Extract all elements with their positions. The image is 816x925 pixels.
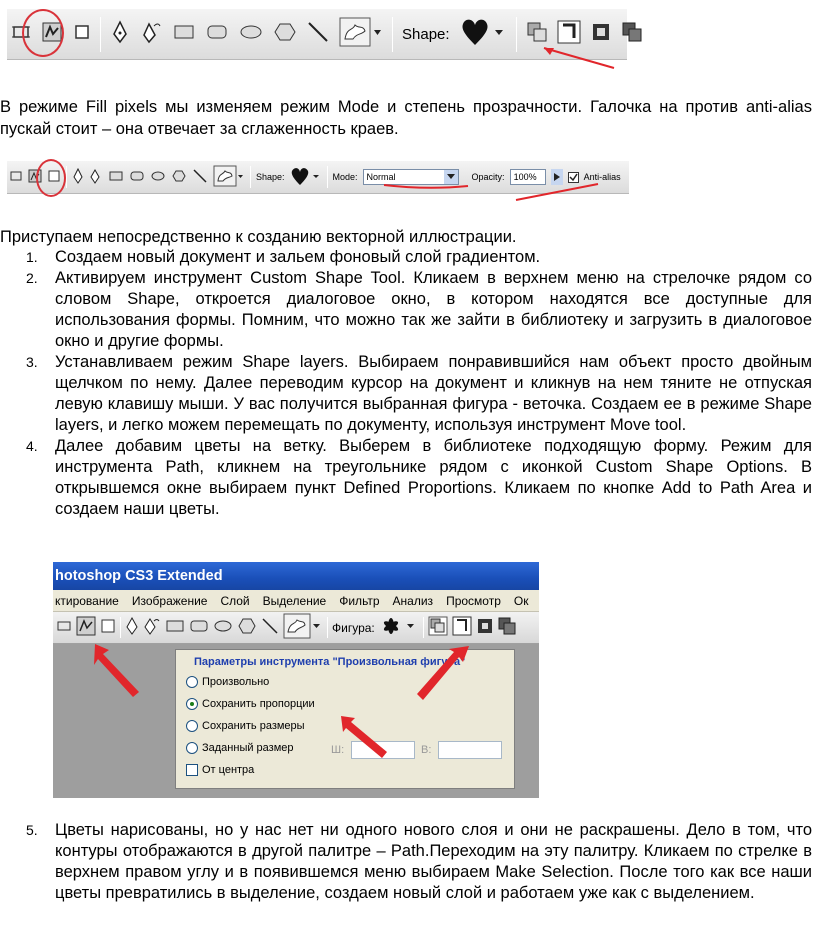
ps-menu-item[interactable]: Анализ — [392, 594, 434, 608]
annotation-arrow — [540, 44, 620, 72]
separator — [250, 166, 251, 188]
rounded-rectangle-icon[interactable] — [189, 618, 209, 637]
freeform-pen-icon[interactable] — [143, 616, 161, 639]
highlight-circle — [36, 159, 66, 197]
dialog-title: Параметры инструмента "Произвольная фигура" — [194, 656, 466, 668]
shape-label: Shape: — [402, 25, 450, 43]
ellipse-icon[interactable] — [213, 618, 233, 637]
annotation-arrow — [413, 642, 473, 706]
ps-shape-label: Фигура: — [332, 620, 375, 635]
flower-shape-icon[interactable] — [379, 614, 419, 641]
separator — [327, 166, 328, 188]
list-item-text: Устанавливаем режим Shape layers. Выбираем понравившийся нам объект просто двойным щелчком по нему. Далее переводим курсор на документ и кликнув на нем тяните не отпуская левую клавишу мыши. У вас получится выбранная фигура - веточка. Создаем ее в режиме Shape layers, и легко можем перемещать по документу, используя инструмент Move tool. — [55, 353, 812, 434]
ps-menu-item[interactable]: Фильтр — [339, 594, 380, 608]
freeform-pen-icon[interactable] — [89, 168, 103, 186]
shape-label: Shape: — [256, 172, 285, 182]
add-to-shape-area-icon[interactable] — [452, 616, 472, 639]
list-item-text: Далее добавим цветы на ветку. Выберем в библиотеке подходящую форму. Режим для инструмента Path, кликнем на треугольнике рядом с иконкой Custom Shape Options. В открывшемся окне выбираем пункт Defined Proportions. Кликаем по кнопке Add to Path Area и создаем наши цветы. — [55, 437, 812, 518]
rounded-rectangle-icon[interactable] — [205, 22, 229, 47]
annotation-underline-mode — [382, 183, 472, 193]
intersect-shape-area-icon[interactable] — [621, 21, 643, 48]
list-number: 3. — [26, 354, 38, 370]
option-label: Заданный размер — [202, 742, 294, 754]
steps-list-b — [0, 820, 812, 904]
toolbar-shape-tools-1 — [7, 8, 627, 60]
option-defined-proportions[interactable] — [186, 698, 315, 710]
intro-text: Приступаем непосредственно к созданию векторной иллюстрации. — [0, 228, 517, 246]
radio-button[interactable] — [186, 742, 198, 754]
list-item — [0, 352, 812, 436]
polygon-icon[interactable] — [237, 617, 257, 638]
highlight-circle — [22, 9, 64, 57]
paragraph-fill-pixels: В режиме Fill pixels мы изменяем режим Mode и степень прозрачности. Галочка на против anti-alias пускай стоит – она отвечает за сглаженность краев. — [0, 98, 812, 138]
pen-tool-icon[interactable] — [72, 168, 84, 186]
radio-button[interactable] — [186, 676, 198, 688]
ps-menu-item[interactable]: Слой — [220, 594, 250, 608]
shape-layers-icon[interactable] — [76, 616, 96, 639]
list-item — [0, 436, 812, 520]
list-item — [0, 268, 812, 352]
list-item-text: Цветы нарисованы, но у нас нет ни одного нового слоя и они не раскрашены. Дело в том, что контуры отображаются в другой палитре – Path.Переходим на эту палитру. Кликаем по стрелке в верхнем правом углу и в появившемся меню выбираем Make Selection. После того как все наши цветы превратились в выделение, создаем новый слой и работаем уже как с выделением. — [55, 821, 812, 902]
mode-value: Normal — [366, 172, 396, 182]
ps-menu-item[interactable]: Изображение — [131, 594, 208, 608]
rectangle-marquee-icon[interactable] — [9, 169, 23, 185]
chevron-down-icon — [444, 170, 458, 184]
separator — [66, 166, 67, 188]
steps-list-a — [0, 247, 812, 520]
annotation-arrow — [337, 712, 393, 762]
pen-tool-icon[interactable] — [110, 20, 130, 49]
list-number: 1. — [26, 249, 38, 265]
opacity-input[interactable]: 100% — [510, 169, 546, 185]
radio-button[interactable] — [186, 720, 198, 732]
annotation-arrow — [91, 640, 147, 700]
intersect-shape-area-icon[interactable] — [498, 617, 516, 638]
separator — [327, 617, 328, 639]
option-label: Произвольно — [202, 676, 270, 688]
checkbox[interactable] — [186, 764, 198, 776]
list-item — [0, 820, 812, 904]
line-icon[interactable] — [306, 20, 330, 49]
list-item-text: Создаем новый документ и зальем фоновый слой градиентом. — [55, 248, 541, 266]
separator — [423, 617, 424, 639]
option-from-center[interactable] — [186, 764, 254, 776]
freeform-pen-icon[interactable] — [139, 20, 163, 49]
antialias-label: Anti-alias — [583, 172, 621, 182]
rectangle-shape-icon[interactable] — [165, 618, 185, 637]
list-item — [0, 247, 812, 268]
line-icon[interactable] — [261, 617, 279, 638]
rectangle-shape-icon[interactable] — [172, 22, 196, 47]
height-label: В: — [421, 744, 432, 756]
separator — [392, 17, 393, 52]
rounded-rectangle-icon[interactable] — [129, 169, 145, 185]
fill-pixels-icon[interactable] — [73, 23, 91, 46]
create-new-shape-layer-icon[interactable] — [428, 616, 448, 639]
ps-title-bar: hotoshop CS3 Extended — [53, 562, 539, 590]
ps-menu-item[interactable]: ктирование — [55, 594, 119, 608]
annotation-arrow — [512, 180, 602, 204]
rectangle-shape-icon[interactable] — [108, 169, 124, 185]
option-defined-size[interactable] — [186, 720, 305, 732]
custom-shape-dropdown-icon[interactable] — [339, 17, 383, 52]
opacity-label: Opacity: — [471, 172, 505, 182]
separator — [120, 617, 121, 639]
option-fixed-size[interactable] — [186, 742, 294, 754]
rectangle-marquee-icon[interactable] — [56, 618, 72, 637]
mode-label: Mode: — [332, 172, 358, 182]
height-field[interactable] — [438, 741, 502, 759]
checkbox-label: От центра — [202, 764, 255, 776]
ps-menu-bar — [53, 590, 539, 612]
separator — [100, 17, 101, 52]
list-number: 4. — [26, 438, 38, 454]
line-icon[interactable] — [192, 168, 208, 186]
custom-shape-dropdown-icon[interactable] — [213, 165, 245, 189]
option-unconstrained[interactable] — [186, 676, 269, 688]
ellipse-icon[interactable] — [150, 169, 166, 185]
pen-tool-icon[interactable] — [125, 616, 139, 639]
heart-shape-icon[interactable] — [459, 15, 507, 54]
list-number: 2. — [26, 270, 38, 286]
polygon-icon[interactable] — [273, 21, 297, 48]
fill-pixels-icon[interactable] — [100, 618, 116, 637]
option-label: Сохранить размеры — [202, 720, 305, 732]
separator — [516, 17, 517, 52]
custom-shape-dropdown-icon[interactable] — [283, 613, 323, 642]
photoshop-screenshot — [53, 562, 539, 798]
ps-menu-item[interactable]: Просмотр — [446, 594, 501, 608]
list-item-text: Активируем инструмент Custom Shape Tool. Кликаем в верхнем меню на стрелочке рядом со словом Shape, откроется диалоговое окно, в котором находятся все доступные для использования формы. Помним, что можно так же зайти в библиотеку и загрузить в диалоговое окно и другие формы. — [55, 269, 812, 350]
ps-menu-item[interactable]: Ок — [513, 594, 529, 608]
polygon-icon[interactable] — [171, 169, 187, 185]
ellipse-icon[interactable] — [238, 22, 264, 47]
ps-menu-item[interactable]: Выделение — [262, 594, 327, 608]
list-number: 5. — [26, 822, 38, 838]
subtract-shape-area-icon[interactable] — [476, 617, 494, 638]
heart-shape-icon[interactable] — [290, 165, 322, 189]
option-label: Сохранить пропорции — [202, 698, 315, 710]
radio-button-selected[interactable] — [186, 698, 198, 710]
width-label: Ш: — [331, 744, 345, 756]
